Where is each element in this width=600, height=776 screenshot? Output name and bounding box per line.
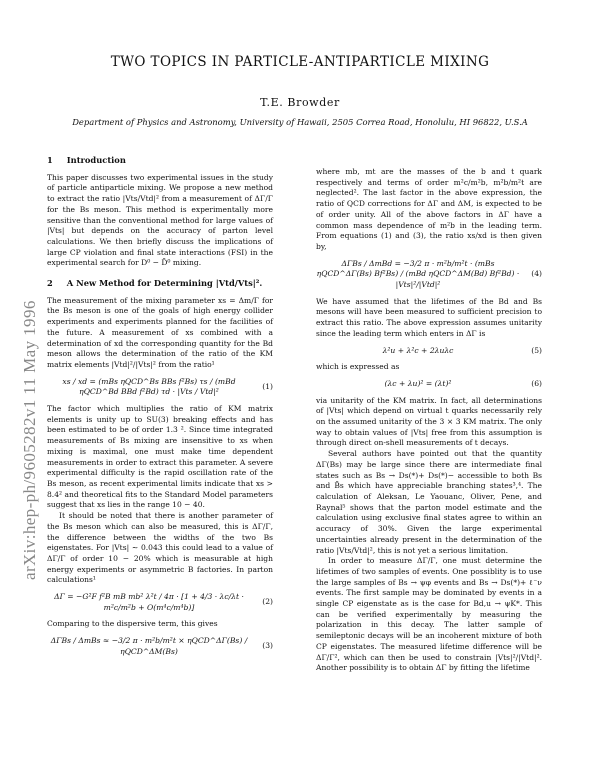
paragraph: The measurement of the mixing parameter xs = Δm/Γ for the Bs meson is one of the goals of high energy collider experiments and experiments planned for the facilities of the future. A measurement of xs combined with a determination of xd the corresponding quantity for the Bd meson allows the determination of the ratio of the KM matrix elements |Vtd|²/|Vts|² from the ratio¹ [47, 295, 273, 369]
paragraph: Comparing to the dispersive term, this gives [47, 619, 218, 629]
paragraph: It should be noted that there is another parameter of the Bs meson which can also be measured, this is ΔΓ/Γ, the difference between the widths of the two Bs eigenstates. For |Vts| ∼ 0.043 this could lead to a value of ΔΓ/Γ of order 10 − 20% which is measurable at high energy experiments or asymmetric B factories. In parton calculations¹ [47, 511, 273, 585]
affiliation: Department of Physics and Astronomy, University of Hawaii, 2505 Correa Road, Honolulu, HI 96822, U.S.A [72, 117, 528, 127]
equation-2: ΔΓ = −G²F f²B mB mb² λ²t / 4π · [1 + 4/3 · λc/λt · m²c/m²b + O(m⁴c/m⁴b)] (2) [54, 592, 273, 612]
paragraph: which is expressed as [316, 362, 400, 372]
right-column [316, 167, 542, 674]
author-name: T.E. Browder [260, 96, 340, 109]
section-heading-new-method: 2 A New Method for Determining |Vtd/Vts|². [47, 278, 263, 289]
paragraph: Several authors have pointed out that the quantity ΔΓ(Bs) may be large since there are intermediate final states such as Bs → Ds(*)+ Ds(*)− accessible to both Bs and B̄s which have appreciable branching states³,⁴. The calculation of Aleksan, Le Yaouanc, Oliver, Pene, and Raynal⁵ shows that the parton model estimate and the calculation using exclusive final states agree to within an accuracy of 30%. Given the large experimental uncertainties already present in the determination of the ratio |Vts/Vtd|², this is not yet a serious limitation. [316, 449, 542, 555]
paragraph: We have assumed that the lifetimes of the Bd and Bs mesons will have been measured to sufficient precision to extract this ratio. The above expression assumes unitarity since the leading term which enters in ΔΓ is [316, 296, 542, 338]
paragraph: via unitarity of the KM matrix. In fact, all determinations of |Vts| which depend on virtual t quarks necessarily rely on the assumed unitarity of the 3 × 3 KM matrix. The only way to obtain values of |Vts| free from this assumption is through direct on-shell measurements of t decays. [316, 395, 542, 448]
paragraph: This paper discusses two experimental issues in the study of particle antiparticle mixing. We propose a new method to extract the ratio |Vts/Vtd|² from a measurement of ΔΓ/Γ for the Bs meson. This method is experimentally more sensitive than the conventional method for large values of |Vts| but depends on the accuracy of parton level calculations. We then briefly discuss the implications of large CP violation and final state interactions (FSI) in the experimental search for D⁰ − D̄⁰ mixing. [47, 172, 273, 268]
equation-4: ΔΓBs / ΔmBd = −3/2 π · m²b/m²t · (mBs ηQCD^ΔΓ(Bs) Bf²Bs) / (mBd ηQCD^ΔM(Bd) Bf²Bd) · |Vts|²/|Vtd|² (4) [316, 258, 542, 290]
paragraph: The factor which multiplies the ratio of KM matrix elements is unity up to SU(3) breaking effects and has been estimated to be of order 1.3 ². Since time integrated measurements of Bs mixing are insensitive to xs when mixing is maximal, one must make time dependent measurements in order to extract this parameter. A severe experimental difficulty is the rapid oscillation rate of the Bs meson, as recent experimental limits indicate that xs > 8.4² and theoretical fits to the Standard Model parameters suggest that xs lies in the range 10 − 40. [47, 404, 273, 510]
equation-6: (λc + λu)² = (λt)² (6) [384, 378, 542, 388]
paragraph: where mb, mt are the masses of the b and t quark respectively and terms of order m²c/m²b, m²b/m²t are neglected². The last factor in the above expression, the ratio of QCD corrections for ΔΓ and ΔM, is expected to be of order unity. All of the above factors in ΔΓ have a common mass dependence of m²b in the leading term. From equations (1) and (3), the ratio xs/xd is then given by, [316, 167, 542, 251]
arxiv-identifier: arXiv:hep-ph/9605282v1 11 May 1996 [20, 300, 39, 580]
section-heading-introduction: 1 Introduction [47, 155, 126, 165]
equation-5: λ²u + λ²c + 2λuλc (5) [382, 345, 542, 355]
paper-title: TWO TOPICS IN PARTICLE-ANTIPARTICLE MIXING [110, 54, 490, 70]
equation-1: xs / xd = (mBs ηQCD^Bs BBs f²Bs) τs / (mBd ηQCD^Bd BBd f²Bd) τd · |Vts / Vtd|² (1) [62, 376, 273, 397]
left-column [47, 146, 273, 664]
paragraph: In order to measure ΔΓ/Γ, one must determine the lifetimes of two samples of events. One possiblity is to use the large samples of Bs → ψφ events and Bs → Ds(*)+ ℓ⁻ν events. The first sample may be dominated by events in a single CP eigenstate as is the case for Bd,u → ψK*. This can be verified experimentally by measuring the polarization in this decay. The latter sample of semileptonic decays will be an incoherent mixture of both CP eigenstates. The measured lifetime difference will be ΔΓ/Γ², which can then be used to constrain |Vts|²/|Vtd|². Another possibility is to obtain ΔΓ by fitting the lifetime [316, 556, 542, 673]
equation-3: ΔΓBs / ΔmBs ≈ −3/2 π · m²b/m²t × ηQCD^ΔΓ(Bs) / ηQCD^ΔM(Bs) (3) [50, 636, 273, 656]
